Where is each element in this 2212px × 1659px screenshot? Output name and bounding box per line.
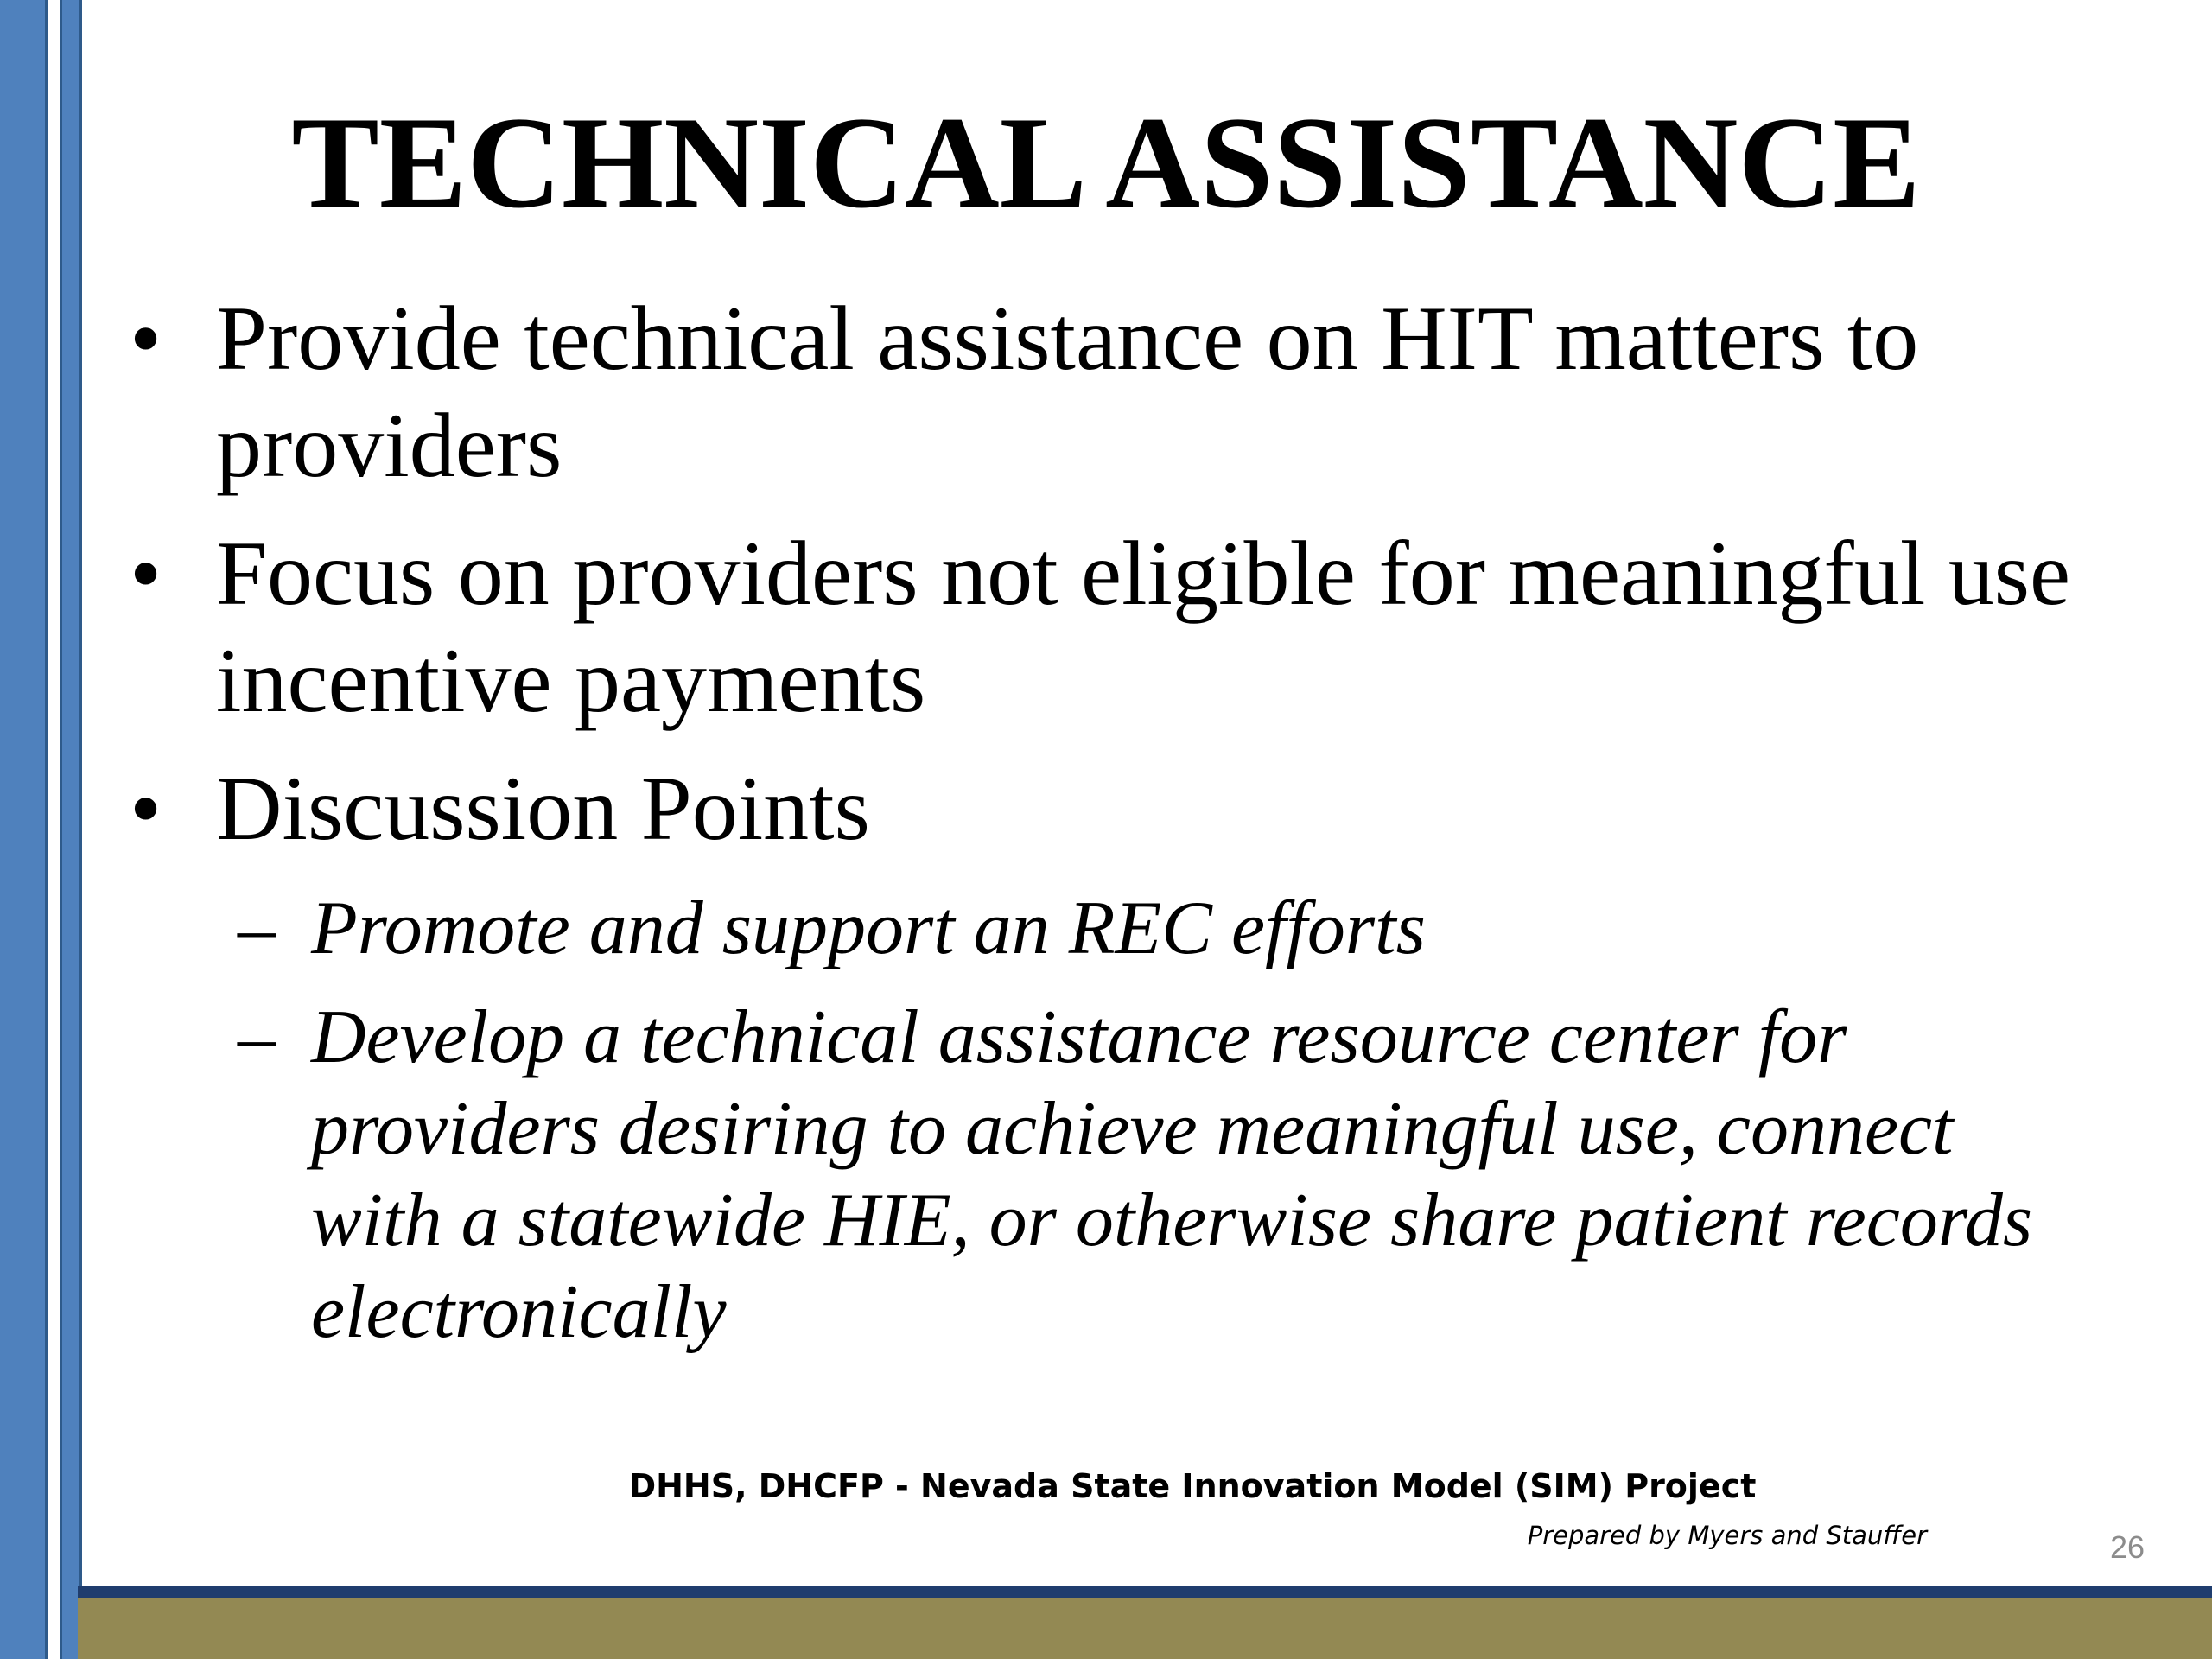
- sub-bullet-item: [130, 992, 2082, 1358]
- footer-project-title: DHHS, DHCFP - Nevada State Innovation Model (SIM) Project: [628, 1467, 1757, 1505]
- bullet-text: Provide technical assistance on HIT matters to providers: [216, 288, 1919, 496]
- left-accent-gap: [48, 0, 60, 1659]
- bullet-item: [130, 755, 2082, 862]
- bottom-accent-bar-olive: [78, 1598, 2212, 1659]
- bullet-item: [130, 285, 2082, 499]
- bullet-item: [130, 520, 2082, 734]
- sub-bullet-text: Develop a technical assistance resource center for providers desiring to achieve meaningful use, connect with a statewide HIE, or otherwise share patient records electronically: [311, 995, 2033, 1354]
- page-number: 26: [2109, 1529, 2145, 1565]
- left-accent-bar-outer: [0, 0, 48, 1659]
- bullet-dot: •: [130, 758, 162, 859]
- sub-bullet-dash: –: [238, 887, 276, 970]
- bullet-text: Discussion Points: [216, 758, 870, 859]
- bottom-accent-bar-navy: [78, 1586, 2212, 1598]
- bullet-dot: •: [130, 288, 162, 389]
- slide-title: TECHNICAL ASSISTANCE: [291, 90, 1921, 235]
- sub-bullet-dash: –: [238, 995, 276, 1079]
- sub-bullet-item: [130, 883, 2082, 975]
- left-accent-bar-inner: [60, 0, 82, 1659]
- bullet-dot: •: [130, 523, 162, 624]
- sub-bullet-text: Promote and support an REC efforts: [311, 887, 1426, 970]
- footer-prepared-by: Prepared by Myers and Stauffer: [1527, 1521, 1927, 1550]
- bullet-text: Focus on providers not eligible for meaningful use incentive payments: [216, 523, 2071, 731]
- slide-body: [130, 285, 2082, 1376]
